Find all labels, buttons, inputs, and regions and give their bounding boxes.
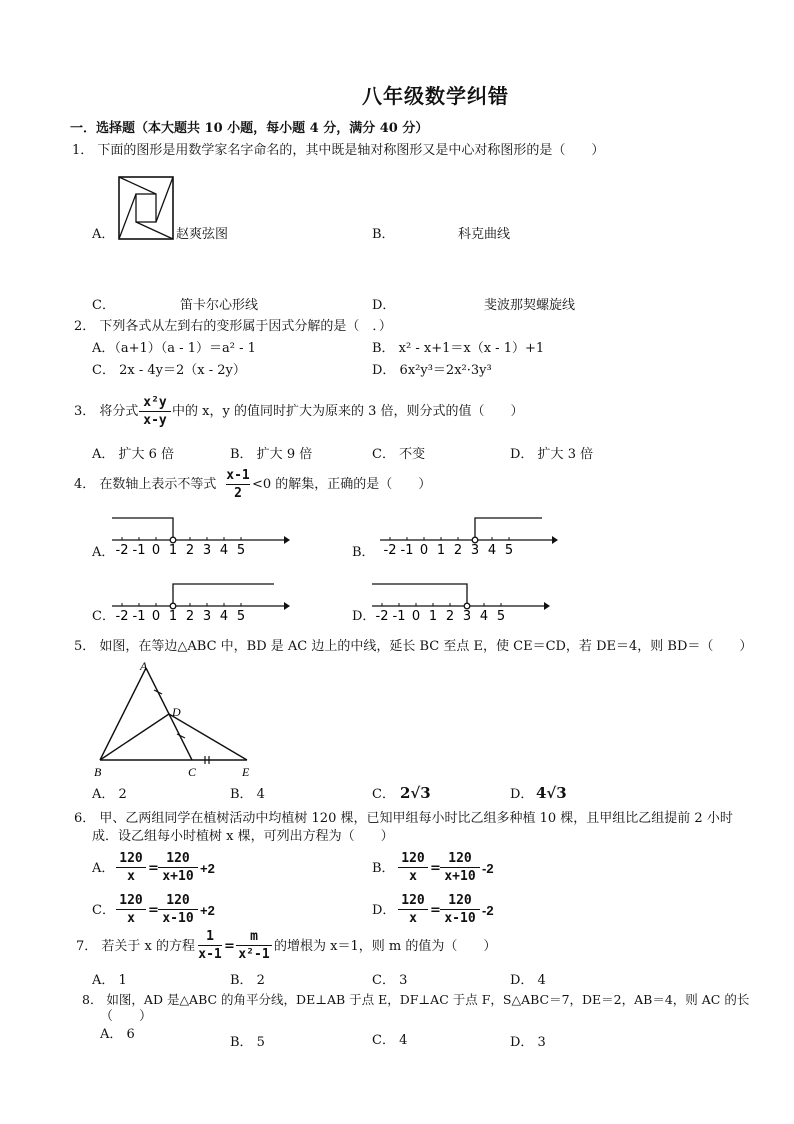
q8-option-d[interactable]: D． 3 — [510, 1035, 546, 1050]
q3-numerator: x²y — [143, 395, 167, 410]
q7-stem-pre: 7． 若关于 x 的方程 — [76, 939, 195, 954]
q4-option-b[interactable]: B． — [352, 545, 375, 560]
q2-option-b[interactable]: B． x² - x+1＝x（x - 1）+1 — [372, 341, 545, 356]
solution-ray — [173, 584, 274, 603]
tick-label: 1 — [168, 609, 178, 624]
tick-label: 1 — [168, 543, 178, 558]
point-label-a: A — [140, 659, 148, 673]
q4-option-d[interactable]: D． — [352, 609, 376, 624]
q6-b-tail: -2 — [482, 861, 494, 876]
q2-option-c[interactable]: C． 2x - 4y＝2（x - 2y） — [92, 363, 246, 378]
q4-fraction — [226, 469, 250, 500]
q4-stem-post: <0 的解集，正确的是（ ） — [252, 477, 432, 492]
tick-label: 3 — [462, 609, 472, 624]
q3-denominator: x-y — [143, 413, 167, 428]
triangle-figure — [92, 660, 262, 780]
q3-option-a[interactable]: A． 扩大 6 倍 — [92, 447, 175, 462]
q6-option-b[interactable]: B． — [372, 861, 395, 876]
q5-option-d[interactable]: D． — [510, 787, 534, 802]
tick-label: -1 — [132, 609, 146, 624]
tick-label: 3 — [470, 543, 480, 558]
q3-option-d[interactable]: D． 扩大 3 倍 — [510, 447, 594, 462]
q3-fraction — [139, 396, 171, 427]
open-dot — [170, 537, 176, 543]
q1-option-a[interactable]: A． — [92, 227, 115, 242]
q6-b-frac2: 120 x+10 — [440, 852, 480, 883]
q7-frac2: m x²-1 — [236, 930, 272, 961]
q6-d-frac1: 120 x — [398, 894, 428, 925]
q6-line2: 成．设乙组每小时植树 x 棵，可列出方程为（ ） — [92, 829, 394, 844]
tick-label: -2 — [383, 543, 397, 558]
q7-option-a[interactable]: A． 1 — [92, 973, 127, 988]
tick-label: -2 — [115, 609, 129, 624]
tick-label: 4 — [219, 543, 229, 558]
solution-ray — [475, 518, 542, 537]
q4-denominator: 2 — [234, 486, 242, 501]
number-line-d — [372, 576, 552, 626]
q2-option-d[interactable]: D． 6x²y³＝2x²·3y³ — [372, 363, 492, 378]
tick-label: -1 — [400, 543, 414, 558]
q6-c-frac1: 120 x — [116, 894, 146, 925]
number-line-b — [380, 510, 560, 560]
q6-c-frac2: 120 x-10 — [158, 894, 198, 925]
tick-label: 2 — [185, 543, 195, 558]
point-label-c: C — [188, 765, 197, 779]
tick-label: 0 — [411, 609, 421, 624]
tick-label: 0 — [419, 543, 429, 558]
q6-option-a[interactable]: A． — [92, 861, 115, 876]
q2-option-a[interactable]: A．（a+1）（a - 1）＝a² - 1 — [92, 341, 256, 356]
tick-label: 3 — [202, 609, 212, 624]
tick-label: 0 — [151, 609, 161, 624]
tick-label: -2 — [115, 543, 129, 558]
q8-option-c[interactable]: C． 4 — [372, 1033, 408, 1048]
tick-label: 2 — [453, 543, 463, 558]
solution-ray — [112, 518, 173, 537]
q6-a-frac2: 120 x+10 — [158, 852, 198, 883]
q6-d-frac2: 120 x-10 — [440, 894, 480, 925]
q4-numerator: x-1 — [226, 468, 250, 483]
q6-option-c[interactable]: C． — [92, 903, 115, 918]
tick-label: 3 — [202, 543, 212, 558]
q6-d-tail: -2 — [482, 903, 494, 918]
q3-option-c[interactable]: C． 不变 — [372, 447, 426, 462]
tick-label: -1 — [132, 543, 146, 558]
solution-ray — [372, 584, 467, 603]
number-line-c — [112, 576, 292, 626]
q6-b-frac1: 120 x — [398, 852, 428, 883]
q1-option-c[interactable]: C． — [92, 298, 115, 313]
open-dot — [170, 603, 176, 609]
tick-label: -1 — [392, 609, 406, 624]
tick-label: 5 — [236, 543, 246, 558]
q5-option-b[interactable]: B． 4 — [230, 787, 265, 802]
q7-option-c[interactable]: C． 3 — [372, 973, 408, 988]
q7-stem-post: 的增根为 x＝1，则 m 的值为（ ） — [274, 939, 497, 954]
point-label-b: B — [94, 765, 102, 779]
q1-stem: 1． 下面的图形是用数学家名字命名的，其中既是轴对称图形又是中心对称图形的是（ ） — [72, 143, 605, 158]
zhao-shuang-figure — [118, 176, 174, 240]
q7-frac1: 1 x-1 — [198, 929, 222, 962]
q4-stem-pre: 4． 在数轴上表示不等式 — [74, 477, 217, 492]
open-dot — [472, 537, 478, 543]
q1-option-b[interactable]: B． — [372, 227, 395, 242]
q3-stem-post: 中的 x，y 的值同时扩大为原来的 3 倍，则分式的值（ ） — [172, 404, 524, 419]
q3-stem-pre: 3． 将分式 — [74, 404, 139, 419]
q7-option-b[interactable]: B． 2 — [230, 973, 265, 988]
q1-a-label: 赵爽弦图 — [176, 227, 229, 242]
tick-label: 5 — [496, 609, 506, 624]
number-line-a — [112, 510, 292, 560]
point-label-e: E — [242, 765, 250, 779]
open-dot — [464, 603, 470, 609]
tick-label: 4 — [219, 609, 229, 624]
q2-stem: 2． 下列各式从左到右的变形属于因式分解的是（ ．） — [74, 319, 392, 334]
tick-label: 5 — [504, 543, 514, 558]
q1-d-label: 斐波那契螺旋线 — [484, 298, 576, 313]
q4-option-c[interactable]: C． — [92, 609, 115, 624]
q5-c-value: 2√3 — [400, 784, 431, 802]
point-label-d: D — [172, 705, 181, 719]
q1-option-d[interactable]: D． — [372, 298, 396, 313]
tick-label: 5 — [236, 609, 246, 624]
tick-label: 0 — [151, 543, 161, 558]
q5-stem: 5． 如图，在等边△ABC 中，BD 是 AC 边上的中线，延长 BC 至点 E，使 CE＝CD，若 DE＝4，则 BD＝（ ） — [74, 639, 753, 654]
q8-option-b[interactable]: B． 5 — [230, 1035, 265, 1050]
q6-option-d[interactable]: D． — [372, 903, 396, 918]
tick-label: 1 — [428, 609, 438, 624]
q6-c-tail: +2 — [200, 903, 215, 918]
q4-option-a[interactable]: A． — [92, 545, 115, 560]
tick-label: 2 — [185, 609, 195, 624]
page-title: 八年级数学纠错 — [362, 84, 509, 108]
tick-label: 1 — [436, 543, 446, 558]
q8-paren: （ ） — [100, 1009, 153, 1024]
q6-line1: 6． 甲、乙两组同学在植树活动中均植树 120 棵，已知甲组每小时比乙组多种植 10 棵，且甲组比乙组提前 2 小时 — [74, 811, 733, 826]
tick-label: 4 — [479, 609, 489, 624]
tick-label: 4 — [487, 543, 497, 558]
tick-label: 2 — [445, 609, 455, 624]
q8-option-a[interactable]: A． 6 — [100, 1027, 135, 1042]
q5-d-value: 4√3 — [536, 784, 567, 802]
tick-label: -2 — [375, 609, 389, 624]
q1-c-label: 笛卡尔心形线 — [180, 298, 259, 313]
q6-a-frac1: 120 x — [116, 852, 146, 883]
q6-a-tail: +2 — [200, 861, 215, 876]
q1-b-label: 科克曲线 — [458, 227, 511, 242]
section-heading: 一．选择题（本大题共 10 小题，每小题 4 分，满分 40 分） — [70, 121, 429, 136]
q5-option-c[interactable]: C． — [372, 787, 395, 802]
q8-stem: 8． 如图，AD 是△ABC 的角平分线，DE⊥AB 于点 E，DF⊥AC 于点 F，S△ABC＝7，DE＝2，AB＝4，则 AC 的长 — [82, 992, 750, 1007]
q7-option-d[interactable]: D． 4 — [510, 973, 546, 988]
q5-option-a[interactable]: A． 2 — [92, 787, 127, 802]
q3-option-b[interactable]: B． 扩大 9 倍 — [230, 447, 313, 462]
